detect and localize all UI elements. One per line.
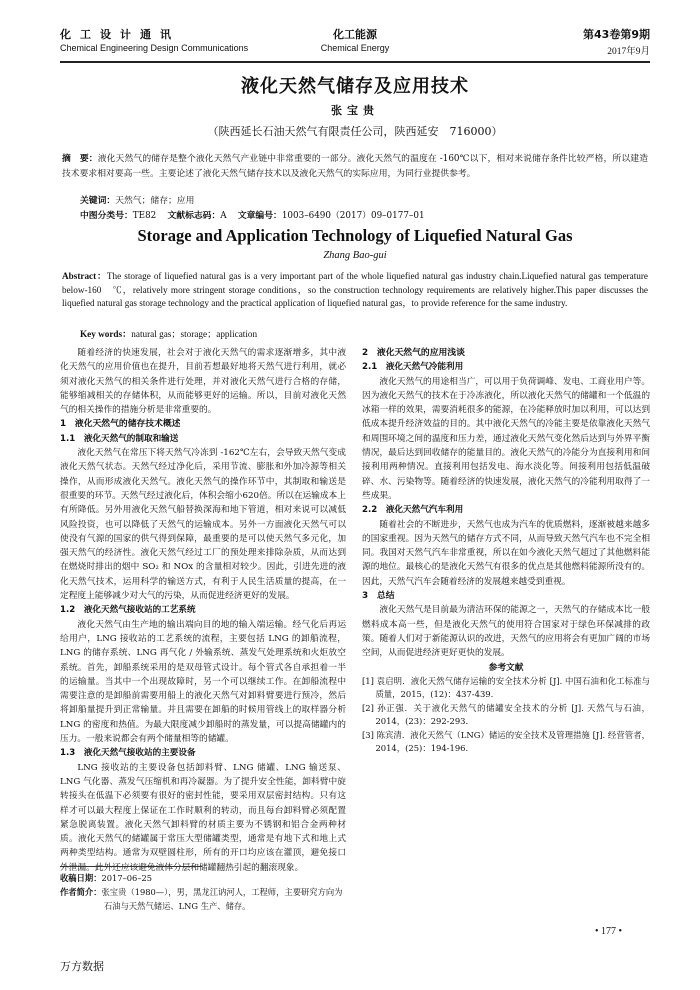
section-heading-3: 3 总结: [362, 591, 395, 602]
intro-paragraph: 随着经济的快速发展，社会对于液化天然气的需求逐渐增多，其中液化天然气的应用价值也在提升，目前若想最好地将天然气进行利用，就必须对液化天然气的相关条件进行处理，并对液化天然气进行合格的存储，能够缩减相关的存储体积，从而能够更好的运输。所以，目前对液化天然气的相关操作的措施分析是非常重要的。: [60, 348, 346, 416]
article-title-zh: 液化天然气储存及应用技术: [241, 76, 469, 97]
body-column-right: [362, 346, 650, 756]
issue-date: 2017年9月: [607, 47, 650, 57]
received-value: 2017–06–25: [101, 873, 153, 883]
column-name-zh: 化工能源: [333, 28, 377, 41]
reference-item: [3] 陈宾清．液化天然气（LNG）储运的安全技术及管理措施 [J]. 经营管者，2014，(25)：194-196.: [362, 729, 650, 754]
column-name-en: Chemical Energy: [320, 43, 390, 53]
bio-text: 张宝贵（1980—），男，黑龙江讷河人，工程师，主要研究方向为石油与天然气储运、LNG 生产、储存。: [101, 887, 343, 911]
reference-item: [1] 袁启明．液化天然气储存运输的安全技术分析 [J]. 中国石油和化工标准与质量，2015，(12)：437-439.: [362, 675, 650, 700]
body-column-left: [60, 346, 346, 875]
page-number: • 177 •: [595, 926, 623, 937]
keywords-en-label: Key words：: [80, 329, 132, 339]
keywords-zh: [80, 193, 640, 206]
classification-code: TE82: [132, 211, 157, 221]
paragraph-2-2: 随着社会的不断进步，天然气也成为汽车的优质燃料，逐渐被越来越多的国家重视。因为天然气的储存方式不同，从而导致天然气汽车也不完全相同。我国对天然气汽车非常重视，所以在如今液化天然气超过了其他燃料能源的地位。最核心的是液化天然气有很多的优点是其他燃料能源所没有的。因此，天然气汽车会随着经济的发展越来越受到重视。: [362, 519, 650, 587]
subsection-heading-1-3: 1.3 液化天然气接收站的主要设备: [60, 748, 196, 759]
received-label: 收稿日期：: [60, 873, 102, 883]
abstract-label: 摘 要：: [62, 154, 98, 164]
paragraph-1-1: 液化天然气在常压下将天然气冷冻到 -162℃左右，会导致天然气变成液化天然气状态。天然气经过净化后，采用节流、膨胀和外加冷源等相关操作，从而形成液化天然气。液化天然气的操作环节中，其制取和输送是很重要的环节。天然气经过液化后，体积会缩小620倍。所以在运输成本上有所降低。另外用液化天然气船替换深海和地下管道，相对来说可以减低风险投资，也可以降低了天然气的运输成本。另外一方面液化天然气可以使没有气源的国家的供气得到保障，最重要的是可以使天然气多元化，加强天然气的经济性。液化天然气经过工厂的预处理来排除杂质，从而达到在燃烧时排出的烟中 SO₂ 和 NOx 的含量相对较少。因此，引进先进的液化天然气技术，运用科学的输送方式，有利于人民生活质量的提高，在一定程度上能够减少对大气的污染，从而促进经济更好的发展。: [60, 448, 346, 602]
abstract-text-zh: 液化天然气的储存是整个液化天然气产业链中非常重要的一部分。液化天然气的温度在 -160℃以下，相对来说储存条件比较严格，所以建造技术要求相对要高一些。主要论述了液化天然气储存技术以及液化天然气的实际应用，为同行业提供参考。: [62, 154, 648, 179]
author-zh: 张宝贵: [331, 104, 379, 117]
keywords-en: [80, 326, 640, 340]
article-title-en: Storage and Application Technology of Liquefied Natural Gas: [137, 226, 573, 245]
references-heading: 参考文献: [488, 662, 524, 673]
subsection-heading-1-1: 1.1 液化天然气的制取和输送: [60, 433, 179, 444]
classification-label: 中图分类号：: [80, 211, 133, 221]
source-watermark: 万方数据: [60, 960, 104, 973]
abstract-text-en: The storage of liquefied natural gas is a very important part of the whole liquefied natural gas industry chain.Liquefied natural gas temperature below-160 ℃，relatively more stringent storage conditions，so the construction technology requirements are relatively higher.This paper discusses the liquefied natural gas storage technology and the practical application of liquefied natural gas，to provide reference for the same industry.: [62, 271, 648, 308]
volume-issue: 第43卷第9期: [583, 28, 650, 41]
author-en: Zhang Bao-gui: [323, 250, 387, 261]
keywords-text-en: natural gas；storage；application: [131, 329, 258, 339]
article-id-label: 文章编号：: [237, 211, 282, 221]
paragraph-3: 液化天然气是目前最为清洁环保的能源之一，天然气的存储成本比一般燃料成本高一些，但是液化天然气的使用符合国家对于绿色环保减排的政策。随着人们对于新能源认识的改进，天然气的应用将会有更加广阔的市场空间，从而促进经济更好更快的发展。: [362, 605, 650, 659]
abstract-zh: [62, 152, 648, 182]
journal-name-en: Chemical Engineering Design Communications: [60, 43, 249, 53]
running-header: [60, 26, 650, 60]
bio-label: 作者简介：: [60, 887, 102, 897]
received-date: [60, 872, 346, 884]
reference-item: [2] 孙正强．关于液化天然气的储罐安全技术的分析 [J]. 天然气与石油，2014，(23)：292-293.: [362, 702, 650, 727]
abstract-en-label: Abstract：: [62, 271, 107, 281]
section-heading-1: 1 液化天然气的储存技术概述: [60, 419, 181, 430]
header-rule: [60, 61, 650, 63]
journal-name-zh: 化工设计通讯: [60, 28, 180, 41]
paragraph-1-2: 液化天然气由生产地的输出端向目的地的输入端运输。经气化后再运给用户，LNG 接收站的工艺系统的流程，主要包括 LNG 的卸船流程，LNG 的储存系统、LNG 再气化 / 外输系统、蒸发气处理系统和火炬放空系统。首先，卸船系统采用的是双母管式设计。每个管式各自承担着一半的运输量。当其中一个出现故障时，另一个可以继续工作。在卸船流程中需要注意的是卸船前需要用船上的液化天然气对卸料臂要进行预冷，然后将卸船量提升到正常输量。并且需要在卸船的时候用管线上的取样器分析 LNG 的密度和热值。为最大限度减少卸船时的蒸发量，可以提高储罐内的压力。一般来说都会有两个储量相等的储罐。: [60, 619, 346, 745]
paragraph-1-3: LNG 接收站的主要设备包括卸料臂、LNG 储罐、LNG 输送泵、LNG 气化器、蒸发气压缩机和再冷凝器。为了提升安全性能，卸料臂中旋转接头在低温下必须要有很好的密封性能，要采用双层密封结构。只有这样才可以最大程度上保证在工作时顺利的转动，而且每台卸料臂必须配置紧急脱离装置。液化天然气卸料臂的材质主要为不锈钢和铝合金两种材质。液化天然气的储罐属于常压大型储罐类型，通常是有地下式和地上式两种类型结构。通常为双壁圆柱形，所有的开口均应该在灌顶，避免接口外泄漏。此外还应该避免液体分层和储罐翻热引起的翻滚现象。: [60, 762, 346, 873]
footnote-rule: [60, 866, 202, 867]
subsection-heading-2-1: 2.1 液化天然气冷能利用: [362, 362, 464, 373]
classification-line: [80, 208, 640, 221]
paragraph-2-1: 液化天然气的用途相当广，可以用于负荷调峰、发电、工商业用户等。因为液化天然气的技术在于冷冻液化，所以液化天然气的储罐和一个低温的冰箱一样的效果，需要消耗很多的能源，在冷能释放时加以利用，可以达到低成本提升经济效益的目的。其中液化天然气的冷能主要是依靠液化天然气和周围环境之间的温度和压力差，通过液化天然气变化然后达到与外界平衡情况，最后达到回收储存的能量目的。液化天然气的冷能分为直接利用和间接利用两种情况。直接利用包括发电、海水淡化等。间接利用包括低温破碎、水、污染物等。随着经济的快速发展，液化天然气的冷能利用取得了一些成果。: [362, 376, 650, 501]
doc-code: A: [220, 211, 227, 221]
abstract-en: [62, 270, 648, 311]
keywords-label: 关键词：: [80, 196, 116, 206]
section-heading-2: 2 液化天然气的应用浅谈: [362, 348, 465, 358]
article-id: 1003–6490（2017）09–0177–01: [281, 211, 425, 221]
subsection-heading-1-2: 1.2 液化天然气接收站的工艺系统: [60, 605, 196, 616]
doc-code-label: 文献标志码：: [167, 211, 221, 221]
subsection-heading-2-2: 2.2 液化天然气汽车利用: [362, 505, 464, 516]
affiliation-zh: （陕西延长石油天然气有限责任公司，陕西延安 716000）: [207, 125, 503, 138]
keywords-text-zh: 天然气；储存；应用: [115, 196, 195, 206]
author-bio: [60, 886, 346, 913]
